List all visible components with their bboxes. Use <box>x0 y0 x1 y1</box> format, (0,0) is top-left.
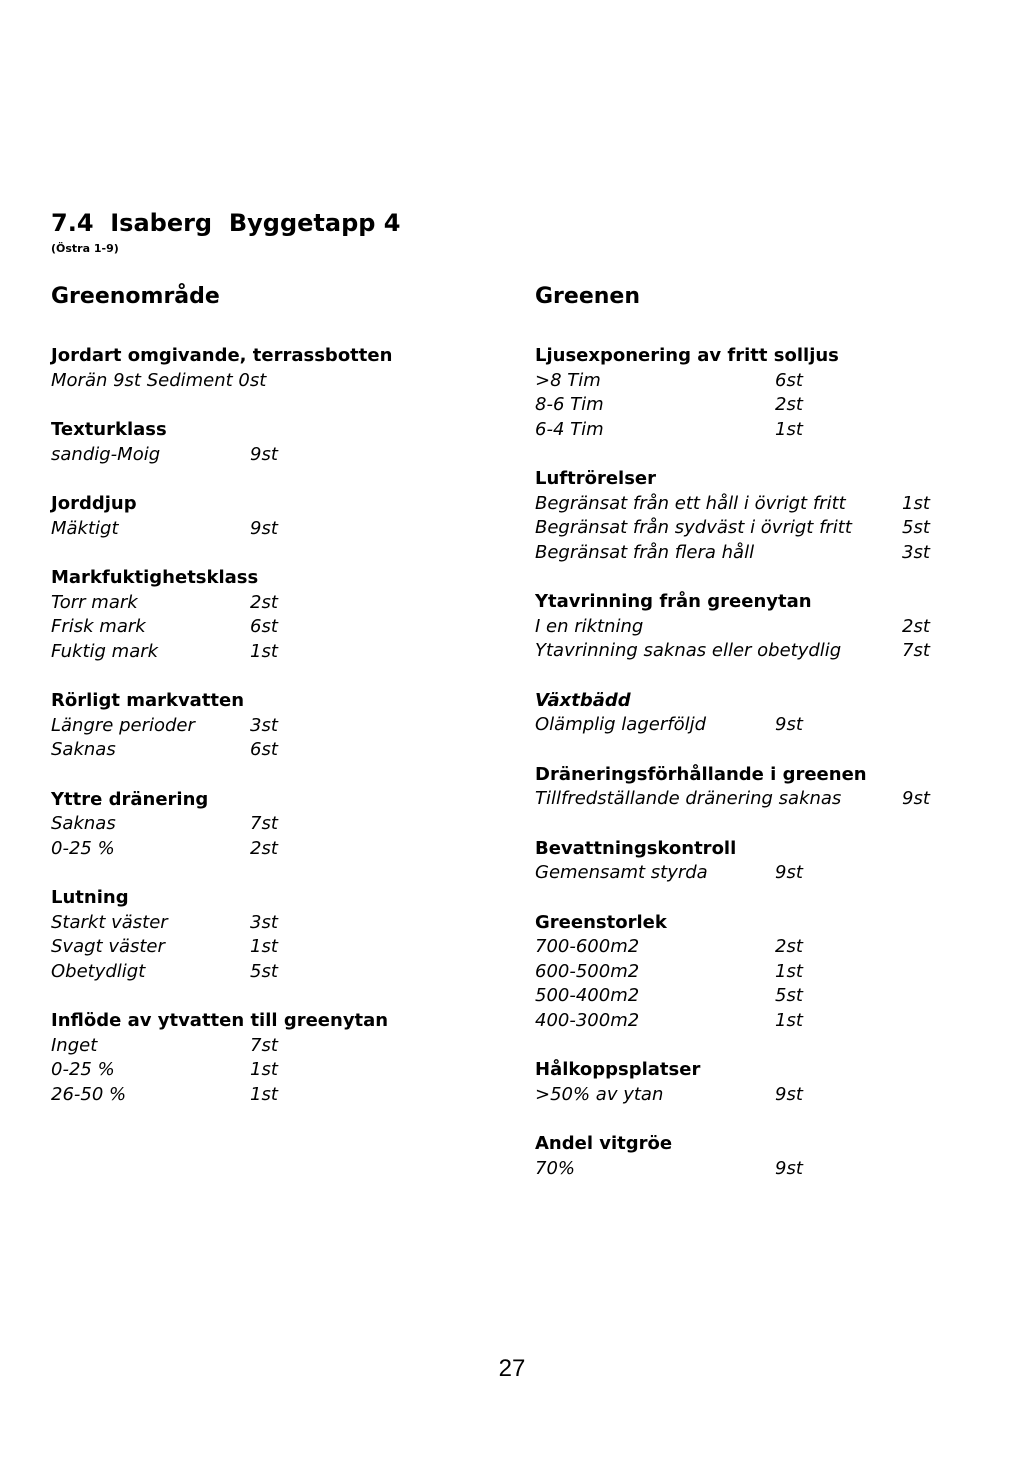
section-title: Dräneringsförhållande i greenen <box>535 763 867 785</box>
row-label: >8 Tim <box>535 369 601 391</box>
section-luftrorelser <box>535 467 995 565</box>
section-inflode <box>51 1009 501 1107</box>
row-label: Begränsat från ett håll i övrigt fritt <box>535 492 846 514</box>
row-value: 7st <box>902 640 930 661</box>
row-value: 1st <box>902 492 930 514</box>
data-row <box>535 639 995 664</box>
row-value: 2st <box>775 936 803 957</box>
data-row <box>535 516 995 541</box>
data-row <box>535 369 995 394</box>
row-label: 70% <box>535 1157 576 1179</box>
data-row <box>51 935 501 960</box>
section-title: Ytavrinning från greenytan <box>535 591 812 612</box>
row-label: 0-25 % <box>51 1059 115 1080</box>
row-label: sandig-Moig <box>51 443 161 465</box>
data-row <box>535 615 995 640</box>
row-value: 6st <box>250 739 278 760</box>
row-value: 9st <box>775 1157 803 1179</box>
row-label: Morän 9st Sediment 0st <box>51 369 267 391</box>
row-label: Obetydligt <box>51 960 146 982</box>
row-value: 5st <box>775 985 803 1006</box>
row-label: Begränsat från flera håll <box>535 541 755 563</box>
page-subtitle: (Östra 1-9) <box>51 242 119 255</box>
row-label: Svagt väster <box>51 936 165 957</box>
data-row <box>535 960 995 985</box>
section-ytavrinning <box>535 590 995 664</box>
row-value: 9st <box>250 517 278 539</box>
row-label: 26-50 % <box>51 1083 127 1105</box>
data-row <box>51 1034 501 1059</box>
row-label: 400-300m2 <box>535 1009 640 1031</box>
row-label: Saknas <box>51 813 116 834</box>
data-row <box>51 812 501 837</box>
row-value: 1st <box>775 1009 803 1031</box>
column-heading: Greenområde <box>51 284 220 309</box>
row-label: 6-4 Tim <box>535 418 604 440</box>
row-label: 0-25 % <box>51 837 115 859</box>
section-title: Luftrörelser <box>535 468 657 489</box>
data-row <box>535 541 995 566</box>
row-label: Inget <box>51 1034 98 1056</box>
section-jorddjup <box>51 492 501 541</box>
page-title: 7.4 Isaberg Byggetapp 4 <box>51 209 401 237</box>
row-value: 3st <box>250 714 278 736</box>
row-value: 9st <box>775 862 803 883</box>
data-row <box>51 443 501 468</box>
section-title: Greenstorlek <box>535 911 667 933</box>
row-label: Frisk mark <box>51 616 146 637</box>
row-value: 1st <box>250 936 278 957</box>
row-value: 6st <box>775 369 803 391</box>
data-row <box>51 517 501 542</box>
section-title: Inflöde av ytvatten till greenytan <box>51 1010 389 1031</box>
row-value: 3st <box>250 911 278 933</box>
row-value: 7st <box>250 813 278 834</box>
data-row <box>51 1083 501 1108</box>
data-row <box>535 418 995 443</box>
section-vaxtbadd <box>535 689 995 738</box>
data-row <box>51 591 501 616</box>
data-row <box>535 984 995 1009</box>
section-yttre-dranering <box>51 788 501 862</box>
row-label: Ytavrinning saknas eller obetydlig <box>535 640 842 661</box>
data-row <box>51 714 501 739</box>
section-title: Hålkoppsplatser <box>535 1059 701 1080</box>
section-andel-vitgroe <box>535 1132 995 1181</box>
data-row <box>535 1083 995 1108</box>
row-label: >50% av ytan <box>535 1083 664 1105</box>
row-value: 1st <box>250 1059 278 1080</box>
section-title: Markfuktighetsklass <box>51 567 259 588</box>
row-label: Olämplig lagerföljd <box>535 714 707 735</box>
data-row <box>535 787 995 812</box>
row-value: 6st <box>250 616 278 637</box>
section-title: Texturklass <box>51 419 167 440</box>
row-label: Längre perioder <box>51 714 195 736</box>
row-label: Begränsat från sydväst i övrigt fritt <box>535 517 852 538</box>
row-label: 500-400m2 <box>535 985 640 1006</box>
section-greenstorlek <box>535 911 995 1034</box>
row-label: 700-600m2 <box>535 936 640 957</box>
row-value: 5st <box>250 960 278 982</box>
section-markfuktighetsklass <box>51 566 501 664</box>
greenomrade-column <box>51 284 501 1132</box>
section-jordart <box>51 344 501 393</box>
greenen-column <box>535 284 995 1206</box>
row-value: 2st <box>902 615 930 637</box>
row-value: 1st <box>775 960 803 982</box>
row-value: 2st <box>250 837 278 859</box>
row-label: Fuktig mark <box>51 640 159 662</box>
row-value: 2st <box>250 591 278 613</box>
section-rorligt-markvatten <box>51 689 501 763</box>
section-draneringsforhallande <box>535 763 995 812</box>
section-title: Lutning <box>51 887 129 908</box>
data-row <box>535 1157 995 1182</box>
data-row <box>51 837 501 862</box>
section-title: Yttre dränering <box>51 788 209 810</box>
section-title: Jorddjup <box>51 493 137 514</box>
row-value: 1st <box>250 1083 278 1105</box>
data-row <box>535 713 995 738</box>
row-value: 9st <box>775 1083 803 1105</box>
section-title: Växtbädd <box>535 689 631 711</box>
data-row <box>535 393 995 418</box>
section-ljusexponering <box>535 344 995 442</box>
section-title: Ljusexponering av fritt solljus <box>535 345 839 366</box>
row-label: Mäktigt <box>51 517 119 539</box>
row-value: 9st <box>250 443 278 465</box>
column-heading: Greenen <box>535 284 640 309</box>
section-title: Rörligt markvatten <box>51 690 245 711</box>
data-row <box>51 369 501 394</box>
row-label: Torr mark <box>51 591 138 613</box>
data-row <box>535 492 995 517</box>
row-value: 3st <box>902 541 930 563</box>
row-value: 1st <box>250 640 278 662</box>
section-texturklass <box>51 418 501 467</box>
row-label: Saknas <box>51 739 116 760</box>
data-row <box>51 738 501 763</box>
row-value: 9st <box>775 714 803 735</box>
data-row <box>535 935 995 960</box>
section-title: Andel vitgröe <box>535 1133 673 1154</box>
data-row <box>51 615 501 640</box>
row-value: 5st <box>902 517 930 538</box>
data-row <box>535 861 995 886</box>
row-value: 7st <box>250 1034 278 1056</box>
data-row <box>51 640 501 665</box>
data-row <box>51 1058 501 1083</box>
row-label: 600-500m2 <box>535 960 640 982</box>
row-label: Tillfredställande dränering saknas <box>535 788 842 809</box>
row-value: 2st <box>775 394 803 415</box>
section-title: Bevattningskontroll <box>535 837 737 859</box>
row-value: 9st <box>902 788 930 809</box>
data-row <box>535 1009 995 1034</box>
row-value: 1st <box>775 418 803 440</box>
data-row <box>51 960 501 985</box>
section-lutning <box>51 886 501 984</box>
row-label: Gemensamt styrda <box>535 862 708 883</box>
section-halkoppsplatser <box>535 1058 995 1107</box>
row-label: Starkt väster <box>51 911 168 933</box>
section-bevattningskontroll <box>535 837 995 886</box>
row-label: I en riktning <box>535 615 644 637</box>
data-row <box>51 911 501 936</box>
section-title: Jordart omgivande, terrassbotten <box>51 345 393 366</box>
page-number: 27 <box>498 1355 526 1382</box>
row-label: 8-6 Tim <box>535 394 604 415</box>
